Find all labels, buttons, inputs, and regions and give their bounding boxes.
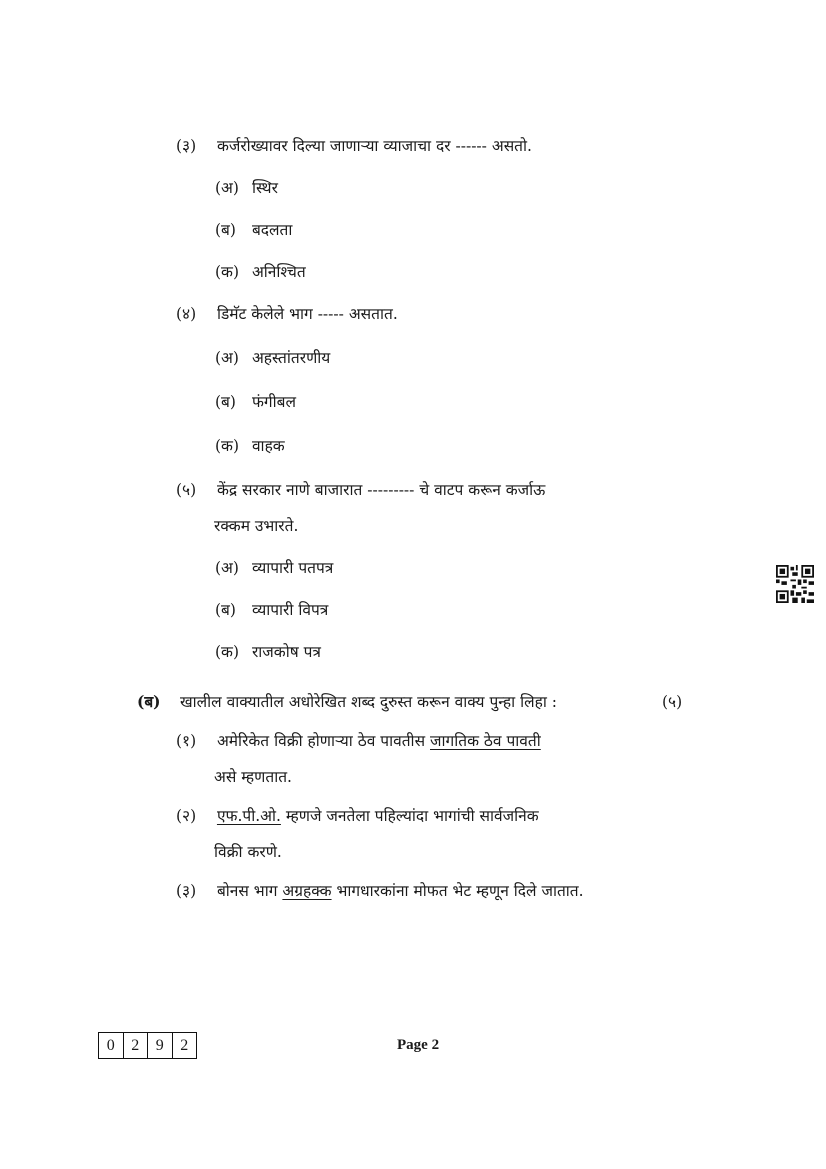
option xyxy=(215,176,278,198)
option-label: (अ) xyxy=(215,559,239,577)
option-label: (ब) xyxy=(215,221,236,239)
option-text: अनिश्चित xyxy=(251,263,306,281)
option-text: व्यापारी विपत्र xyxy=(251,601,329,619)
option-label: (क) xyxy=(215,263,239,281)
option-label: (ब) xyxy=(215,601,236,619)
section-b-item-2 xyxy=(176,804,539,826)
qr-code-icon xyxy=(776,565,814,603)
option-text: फंगीबल xyxy=(251,393,296,411)
question-number: (४) xyxy=(176,305,197,323)
question-5 xyxy=(176,478,545,500)
code-digit: 2 xyxy=(180,1036,189,1054)
item-number: (१) xyxy=(176,732,197,750)
option-label: (क) xyxy=(215,437,239,455)
blank: ----- xyxy=(317,305,344,323)
question-text-end: असतात. xyxy=(348,305,398,323)
option xyxy=(215,218,292,240)
section-b-item-1 xyxy=(176,729,541,751)
code-digit: 9 xyxy=(148,1033,173,1058)
question-number: (३) xyxy=(176,137,197,155)
option-text: व्यापारी पतपत्र xyxy=(251,559,334,577)
question-4 xyxy=(176,302,398,324)
option xyxy=(215,598,328,620)
section-b-heading xyxy=(137,690,557,712)
option-label: (अ) xyxy=(215,349,239,367)
section-label: (ब) xyxy=(137,692,161,711)
underlined-term: अग्रहक्क xyxy=(282,882,332,900)
option-text: राजकोष पत्र xyxy=(251,643,321,661)
option xyxy=(215,260,306,282)
item-text-end: भागधारकांना मोफत भेट म्हणून दिले जातात. xyxy=(336,882,584,900)
code-digit: 0 xyxy=(99,1033,124,1058)
option xyxy=(215,640,321,662)
blank: ------ xyxy=(455,137,487,155)
question-text-end: चे वाटप करून कर्जाऊ xyxy=(419,481,546,499)
code-digit: 2 xyxy=(124,1033,149,1058)
item-number: (३) xyxy=(176,882,197,900)
blank: --------- xyxy=(367,481,415,499)
section-b-item-3 xyxy=(176,879,584,901)
section-instruction: खालील वाक्यातील अधोरेखित शब्द दुरुस्त करून वाक्य पुन्हा लिहा : xyxy=(179,693,557,711)
section-b-item-2-line2: विक्री करणे. xyxy=(214,843,282,861)
item-text: म्हणजे जनतेला पहिल्यांदा भागांची सार्वजनिक xyxy=(285,807,539,825)
section-b-item-1-line2: असे म्हणतात. xyxy=(214,768,292,786)
item-text: अमेरिकेत विक्री होणाऱ्या ठेव पावतीस xyxy=(216,732,426,750)
option-label: (क) xyxy=(215,643,239,661)
underlined-term: जागतिक ठेव पावती xyxy=(430,732,541,750)
question-text: कर्जरोख्यावर दिल्या जाणाऱ्या व्याजाचा दर xyxy=(216,137,451,155)
option-text: स्थिर xyxy=(251,179,278,197)
item-number: (२) xyxy=(176,807,197,825)
question-text: केंद्र सरकार नाणे बाजारात xyxy=(216,481,363,499)
section-marks: (५) xyxy=(662,693,683,711)
question-5-line2: रक्कम उभारते. xyxy=(214,517,299,535)
underlined-term: एफ.पी.ओ. xyxy=(216,807,281,825)
option-text: बदलता xyxy=(251,221,293,239)
question-text-end: असतो. xyxy=(491,137,532,155)
option xyxy=(215,390,296,412)
option xyxy=(215,434,285,456)
option xyxy=(215,556,333,578)
option-text: वाहक xyxy=(251,437,285,455)
paper-code-box xyxy=(98,1032,197,1059)
option xyxy=(215,346,330,368)
question-number: (५) xyxy=(176,481,197,499)
question-text: डिमॅट केलेले भाग xyxy=(216,305,313,323)
option-label: (ब) xyxy=(215,393,236,411)
option-text: अहस्तांतरणीय xyxy=(251,349,331,367)
page-number: Page 2 xyxy=(397,1037,440,1053)
item-text: बोनस भाग xyxy=(216,882,278,900)
option-label: (अ) xyxy=(215,179,239,197)
question-3 xyxy=(176,134,532,156)
